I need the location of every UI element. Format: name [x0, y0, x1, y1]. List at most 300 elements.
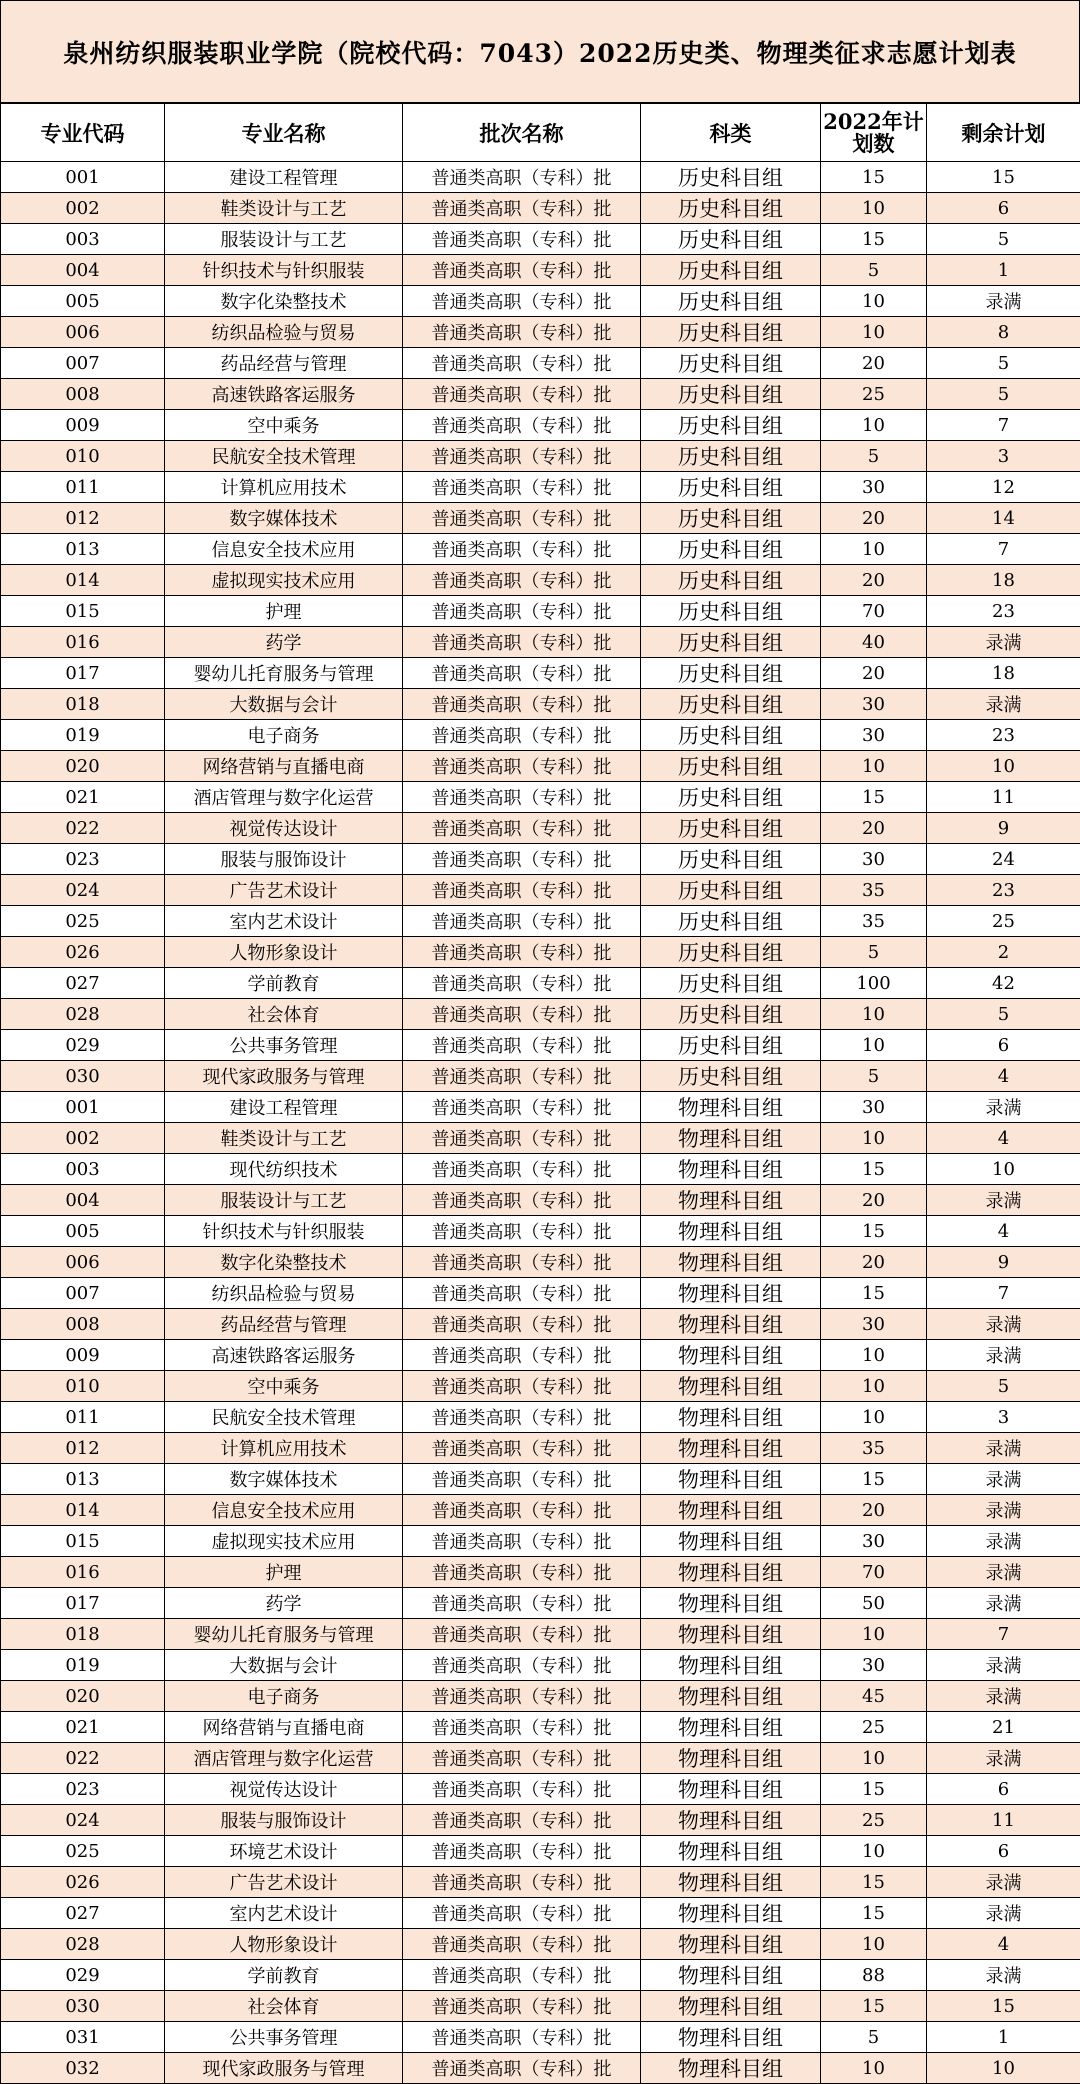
cell-code: 008 [1, 379, 165, 410]
header-batch: 批次名称 [403, 104, 641, 162]
cell-remaining: 录满 [927, 1743, 1080, 1774]
cell-batch: 普通类高职（专科）批 [403, 627, 641, 658]
cell-remaining: 录满 [927, 1650, 1080, 1681]
cell-batch: 普通类高职（专科）批 [403, 1898, 641, 1929]
cell-code: 023 [1, 844, 165, 875]
table-row [1, 1185, 1080, 1216]
header-remaining: 剩余计划 [927, 104, 1080, 162]
cell-category: 物理科目组 [641, 1960, 821, 1991]
cell-batch: 普通类高职（专科）批 [403, 2022, 641, 2053]
cell-code: 024 [1, 875, 165, 906]
table-row [1, 1309, 1080, 1340]
cell-name: 大数据与会计 [165, 1650, 403, 1681]
cell-remaining: 6 [927, 1774, 1080, 1805]
table-row [1, 1464, 1080, 1495]
cell-name: 虚拟现实技术应用 [165, 565, 403, 596]
cell-plan: 20 [821, 565, 927, 596]
cell-remaining: 12 [927, 472, 1080, 503]
table-row [1, 1340, 1080, 1371]
cell-remaining: 录满 [927, 286, 1080, 317]
cell-category: 历史科目组 [641, 255, 821, 286]
cell-remaining: 7 [927, 1619, 1080, 1650]
table-row [1, 1433, 1080, 1464]
cell-remaining: 录满 [927, 1340, 1080, 1371]
cell-code: 015 [1, 596, 165, 627]
cell-remaining: 9 [927, 813, 1080, 844]
cell-remaining: 5 [927, 1371, 1080, 1402]
cell-batch: 普通类高职（专科）批 [403, 1092, 641, 1123]
cell-category: 物理科目组 [641, 1278, 821, 1309]
cell-remaining: 18 [927, 565, 1080, 596]
cell-code: 025 [1, 1836, 165, 1867]
cell-name: 学前教育 [165, 1960, 403, 1991]
cell-remaining: 4 [927, 1929, 1080, 1960]
cell-name: 大数据与会计 [165, 689, 403, 720]
cell-plan: 10 [821, 1743, 927, 1774]
cell-name: 电子商务 [165, 1681, 403, 1712]
cell-remaining: 录满 [927, 689, 1080, 720]
cell-plan: 10 [821, 999, 927, 1030]
cell-code: 012 [1, 503, 165, 534]
cell-batch: 普通类高职（专科）批 [403, 379, 641, 410]
cell-category: 物理科目组 [641, 1526, 821, 1557]
cell-name: 纺织品检验与贸易 [165, 1278, 403, 1309]
cell-category: 历史科目组 [641, 379, 821, 410]
cell-name: 学前教育 [165, 968, 403, 999]
cell-category: 历史科目组 [641, 162, 821, 193]
cell-plan: 10 [821, 1340, 927, 1371]
cell-remaining: 18 [927, 658, 1080, 689]
cell-plan: 25 [821, 379, 927, 410]
table-row [1, 968, 1080, 999]
cell-code: 019 [1, 1650, 165, 1681]
cell-remaining: 录满 [927, 1309, 1080, 1340]
cell-plan: 10 [821, 1030, 927, 1061]
cell-remaining: 录满 [927, 1898, 1080, 1929]
cell-name: 虚拟现实技术应用 [165, 1526, 403, 1557]
cell-category: 历史科目组 [641, 844, 821, 875]
cell-plan: 30 [821, 1526, 927, 1557]
cell-name: 药学 [165, 627, 403, 658]
cell-code: 014 [1, 1495, 165, 1526]
cell-code: 022 [1, 1743, 165, 1774]
table-row [1, 1061, 1080, 1092]
cell-code: 020 [1, 751, 165, 782]
cell-name: 计算机应用技术 [165, 1433, 403, 1464]
cell-remaining: 录满 [927, 627, 1080, 658]
table-row [1, 348, 1080, 379]
cell-category: 历史科目组 [641, 875, 821, 906]
cell-remaining: 8 [927, 317, 1080, 348]
cell-category: 物理科目组 [641, 1216, 821, 1247]
cell-category: 物理科目组 [641, 1557, 821, 1588]
cell-remaining: 4 [927, 1061, 1080, 1092]
cell-code: 011 [1, 1402, 165, 1433]
cell-code: 031 [1, 2022, 165, 2053]
cell-remaining: 1 [927, 255, 1080, 286]
cell-batch: 普通类高职（专科）批 [403, 1619, 641, 1650]
cell-batch: 普通类高职（专科）批 [403, 348, 641, 379]
cell-batch: 普通类高职（专科）批 [403, 1061, 641, 1092]
cell-plan: 15 [821, 1774, 927, 1805]
cell-category: 物理科目组 [641, 1309, 821, 1340]
table-row [1, 596, 1080, 627]
cell-name: 现代家政服务与管理 [165, 2053, 403, 2084]
cell-batch: 普通类高职（专科）批 [403, 1340, 641, 1371]
cell-batch: 普通类高职（专科）批 [403, 317, 641, 348]
cell-code: 001 [1, 162, 165, 193]
cell-name: 电子商务 [165, 720, 403, 751]
cell-remaining: 14 [927, 503, 1080, 534]
cell-name: 高速铁路客运服务 [165, 1340, 403, 1371]
cell-batch: 普通类高职（专科）批 [403, 410, 641, 441]
cell-plan: 20 [821, 658, 927, 689]
table-row [1, 627, 1080, 658]
cell-plan: 5 [821, 441, 927, 472]
cell-category: 历史科目组 [641, 317, 821, 348]
table-row [1, 1650, 1080, 1681]
cell-code: 008 [1, 1309, 165, 1340]
cell-batch: 普通类高职（专科）批 [403, 751, 641, 782]
cell-name: 服装与服饰设计 [165, 844, 403, 875]
cell-category: 物理科目组 [641, 1991, 821, 2022]
cell-name: 药品经营与管理 [165, 348, 403, 379]
table-row [1, 2053, 1080, 2084]
cell-name: 数字化染整技术 [165, 286, 403, 317]
cell-name: 酒店管理与数字化运营 [165, 1743, 403, 1774]
cell-category: 物理科目组 [641, 1650, 821, 1681]
cell-category: 历史科目组 [641, 627, 821, 658]
cell-plan: 20 [821, 503, 927, 534]
cell-batch: 普通类高职（专科）批 [403, 1030, 641, 1061]
cell-category: 历史科目组 [641, 286, 821, 317]
cell-remaining: 23 [927, 720, 1080, 751]
cell-name: 空中乘务 [165, 410, 403, 441]
cell-name: 鞋类设计与工艺 [165, 1123, 403, 1154]
cell-name: 现代纺织技术 [165, 1154, 403, 1185]
cell-code: 007 [1, 348, 165, 379]
cell-name: 空中乘务 [165, 1371, 403, 1402]
cell-category: 物理科目组 [641, 1805, 821, 1836]
cell-category: 物理科目组 [641, 2022, 821, 2053]
cell-batch: 普通类高职（专科）批 [403, 1836, 641, 1867]
cell-code: 022 [1, 813, 165, 844]
table-row [1, 1867, 1080, 1898]
cell-name: 网络营销与直播电商 [165, 1712, 403, 1743]
table-row [1, 1371, 1080, 1402]
cell-batch: 普通类高职（专科）批 [403, 1712, 641, 1743]
cell-batch: 普通类高职（专科）批 [403, 1123, 641, 1154]
table-row [1, 751, 1080, 782]
cell-batch: 普通类高职（专科）批 [403, 1247, 641, 1278]
cell-code: 002 [1, 1123, 165, 1154]
cell-name: 针织技术与针织服装 [165, 1216, 403, 1247]
cell-name: 护理 [165, 596, 403, 627]
cell-category: 物理科目组 [641, 1619, 821, 1650]
cell-name: 数字媒体技术 [165, 503, 403, 534]
cell-plan: 5 [821, 255, 927, 286]
cell-batch: 普通类高职（专科）批 [403, 689, 641, 720]
cell-remaining: 21 [927, 1712, 1080, 1743]
cell-name: 广告艺术设计 [165, 875, 403, 906]
table-row [1, 1619, 1080, 1650]
cell-plan: 15 [821, 162, 927, 193]
header-plan: 2022年计划数 [821, 104, 927, 162]
cell-name: 室内艺术设计 [165, 906, 403, 937]
cell-category: 历史科目组 [641, 596, 821, 627]
table-row [1, 503, 1080, 534]
cell-remaining: 5 [927, 999, 1080, 1030]
cell-category: 物理科目组 [641, 1123, 821, 1154]
cell-category: 历史科目组 [641, 999, 821, 1030]
cell-category: 物理科目组 [641, 1712, 821, 1743]
cell-batch: 普通类高职（专科）批 [403, 162, 641, 193]
cell-code: 003 [1, 224, 165, 255]
cell-name: 视觉传达设计 [165, 1774, 403, 1805]
table-row [1, 1960, 1080, 1991]
cell-code: 006 [1, 1247, 165, 1278]
header-code: 专业代码 [1, 104, 165, 162]
cell-plan: 10 [821, 286, 927, 317]
cell-batch: 普通类高职（专科）批 [403, 565, 641, 596]
table-row [1, 782, 1080, 813]
cell-remaining: 25 [927, 906, 1080, 937]
cell-name: 药学 [165, 1588, 403, 1619]
cell-batch: 普通类高职（专科）批 [403, 1681, 641, 1712]
cell-batch: 普通类高职（专科）批 [403, 813, 641, 844]
cell-batch: 普通类高职（专科）批 [403, 720, 641, 751]
cell-plan: 25 [821, 1805, 927, 1836]
cell-category: 历史科目组 [641, 348, 821, 379]
cell-name: 服装与服饰设计 [165, 1805, 403, 1836]
cell-remaining: 2 [927, 937, 1080, 968]
cell-category: 历史科目组 [641, 968, 821, 999]
table-body [1, 162, 1080, 2084]
cell-name: 纺织品检验与贸易 [165, 317, 403, 348]
cell-remaining: 录满 [927, 1960, 1080, 1991]
cell-plan: 30 [821, 689, 927, 720]
cell-remaining: 录满 [927, 1557, 1080, 1588]
cell-name: 广告艺术设计 [165, 1867, 403, 1898]
cell-name: 现代家政服务与管理 [165, 1061, 403, 1092]
table-row [1, 1774, 1080, 1805]
cell-remaining: 录满 [927, 1092, 1080, 1123]
cell-batch: 普通类高职（专科）批 [403, 224, 641, 255]
cell-code: 004 [1, 255, 165, 286]
cell-plan: 35 [821, 906, 927, 937]
cell-code: 003 [1, 1154, 165, 1185]
cell-code: 007 [1, 1278, 165, 1309]
cell-name: 鞋类设计与工艺 [165, 193, 403, 224]
cell-name: 数字媒体技术 [165, 1464, 403, 1495]
cell-plan: 30 [821, 844, 927, 875]
cell-remaining: 6 [927, 193, 1080, 224]
cell-code: 030 [1, 1061, 165, 1092]
cell-code: 027 [1, 968, 165, 999]
cell-code: 009 [1, 410, 165, 441]
cell-plan: 10 [821, 1402, 927, 1433]
cell-code: 019 [1, 720, 165, 751]
cell-category: 物理科目组 [641, 1743, 821, 1774]
cell-remaining: 录满 [927, 1526, 1080, 1557]
table-row [1, 1526, 1080, 1557]
table-row [1, 317, 1080, 348]
cell-batch: 普通类高职（专科）批 [403, 286, 641, 317]
cell-plan: 20 [821, 348, 927, 379]
cell-category: 历史科目组 [641, 193, 821, 224]
cell-code: 020 [1, 1681, 165, 1712]
table-row [1, 658, 1080, 689]
cell-batch: 普通类高职（专科）批 [403, 782, 641, 813]
cell-category: 历史科目组 [641, 565, 821, 596]
table-row [1, 1898, 1080, 1929]
cell-name: 人物形象设计 [165, 1929, 403, 1960]
cell-remaining: 录满 [927, 1433, 1080, 1464]
cell-code: 016 [1, 627, 165, 658]
cell-plan: 10 [821, 410, 927, 441]
cell-batch: 普通类高职（专科）批 [403, 1278, 641, 1309]
table-row [1, 689, 1080, 720]
cell-code: 028 [1, 999, 165, 1030]
cell-plan: 100 [821, 968, 927, 999]
table-row [1, 472, 1080, 503]
cell-category: 物理科目组 [641, 1433, 821, 1464]
cell-remaining: 5 [927, 379, 1080, 410]
cell-category: 历史科目组 [641, 751, 821, 782]
cell-plan: 35 [821, 1433, 927, 1464]
cell-remaining: 录满 [927, 1681, 1080, 1712]
cell-code: 032 [1, 2053, 165, 2084]
cell-category: 物理科目组 [641, 1185, 821, 1216]
cell-remaining: 7 [927, 410, 1080, 441]
cell-plan: 20 [821, 1185, 927, 1216]
table-row [1, 1402, 1080, 1433]
cell-plan: 5 [821, 937, 927, 968]
table-row [1, 813, 1080, 844]
cell-plan: 30 [821, 720, 927, 751]
table-row [1, 224, 1080, 255]
cell-remaining: 4 [927, 1123, 1080, 1154]
cell-plan: 10 [821, 1371, 927, 1402]
cell-batch: 普通类高职（专科）批 [403, 534, 641, 565]
cell-remaining: 5 [927, 348, 1080, 379]
sheet-title: 泉州纺织服装职业学院（院校代码：7043）2022历史类、物理类征求志愿计划表 [0, 0, 1080, 103]
cell-batch: 普通类高职（专科）批 [403, 1588, 641, 1619]
header-name: 专业名称 [165, 104, 403, 162]
cell-code: 015 [1, 1526, 165, 1557]
cell-category: 物理科目组 [641, 1247, 821, 1278]
table-row [1, 441, 1080, 472]
cell-code: 017 [1, 658, 165, 689]
cell-category: 历史科目组 [641, 782, 821, 813]
table-row [1, 1712, 1080, 1743]
table-row [1, 534, 1080, 565]
cell-name: 计算机应用技术 [165, 472, 403, 503]
cell-plan: 5 [821, 1061, 927, 1092]
cell-category: 物理科目组 [641, 1836, 821, 1867]
cell-name: 人物形象设计 [165, 937, 403, 968]
cell-category: 物理科目组 [641, 2053, 821, 2084]
cell-plan: 35 [821, 875, 927, 906]
cell-category: 物理科目组 [641, 1092, 821, 1123]
cell-category: 历史科目组 [641, 658, 821, 689]
cell-plan: 70 [821, 596, 927, 627]
cell-code: 004 [1, 1185, 165, 1216]
cell-category: 历史科目组 [641, 410, 821, 441]
cell-remaining: 7 [927, 534, 1080, 565]
cell-code: 029 [1, 1030, 165, 1061]
cell-remaining: 10 [927, 751, 1080, 782]
cell-plan: 15 [821, 1278, 927, 1309]
cell-plan: 15 [821, 1991, 927, 2022]
cell-name: 社会体育 [165, 1991, 403, 2022]
cell-batch: 普通类高职（专科）批 [403, 1867, 641, 1898]
cell-code: 006 [1, 317, 165, 348]
cell-name: 高速铁路客运服务 [165, 379, 403, 410]
cell-plan: 20 [821, 813, 927, 844]
cell-remaining: 6 [927, 1836, 1080, 1867]
cell-category: 物理科目组 [641, 1154, 821, 1185]
cell-plan: 30 [821, 1092, 927, 1123]
cell-name: 民航安全技术管理 [165, 441, 403, 472]
cell-remaining: 录满 [927, 1867, 1080, 1898]
cell-plan: 20 [821, 1495, 927, 1526]
cell-batch: 普通类高职（专科）批 [403, 1309, 641, 1340]
cell-batch: 普通类高职（专科）批 [403, 999, 641, 1030]
cell-plan: 50 [821, 1588, 927, 1619]
cell-remaining: 15 [927, 162, 1080, 193]
cell-category: 物理科目组 [641, 1402, 821, 1433]
cell-remaining: 3 [927, 441, 1080, 472]
cell-code: 026 [1, 937, 165, 968]
cell-code: 011 [1, 472, 165, 503]
table-row [1, 1030, 1080, 1061]
table-row [1, 1929, 1080, 1960]
cell-plan: 10 [821, 534, 927, 565]
cell-plan: 15 [821, 1898, 927, 1929]
cell-plan: 30 [821, 472, 927, 503]
cell-plan: 5 [821, 2022, 927, 2053]
cell-plan: 10 [821, 317, 927, 348]
cell-batch: 普通类高职（专科）批 [403, 875, 641, 906]
cell-category: 历史科目组 [641, 472, 821, 503]
cell-code: 005 [1, 286, 165, 317]
cell-plan: 10 [821, 1929, 927, 1960]
cell-name: 婴幼儿托育服务与管理 [165, 658, 403, 689]
cell-plan: 10 [821, 1123, 927, 1154]
cell-name: 针织技术与针织服装 [165, 255, 403, 286]
cell-remaining: 录满 [927, 1185, 1080, 1216]
cell-batch: 普通类高职（专科）批 [403, 1371, 641, 1402]
cell-category: 物理科目组 [641, 1588, 821, 1619]
cell-code: 002 [1, 193, 165, 224]
cell-category: 历史科目组 [641, 1030, 821, 1061]
table-row [1, 379, 1080, 410]
cell-batch: 普通类高职（专科）批 [403, 1805, 641, 1836]
table-row [1, 1216, 1080, 1247]
table-row [1, 193, 1080, 224]
cell-code: 021 [1, 782, 165, 813]
cell-batch: 普通类高职（专科）批 [403, 1743, 641, 1774]
table-row [1, 1247, 1080, 1278]
table-row [1, 565, 1080, 596]
cell-remaining: 10 [927, 2053, 1080, 2084]
cell-code: 013 [1, 1464, 165, 1495]
table-row [1, 1092, 1080, 1123]
cell-batch: 普通类高职（专科）批 [403, 1495, 641, 1526]
cell-code: 010 [1, 441, 165, 472]
cell-category: 物理科目组 [641, 1929, 821, 1960]
